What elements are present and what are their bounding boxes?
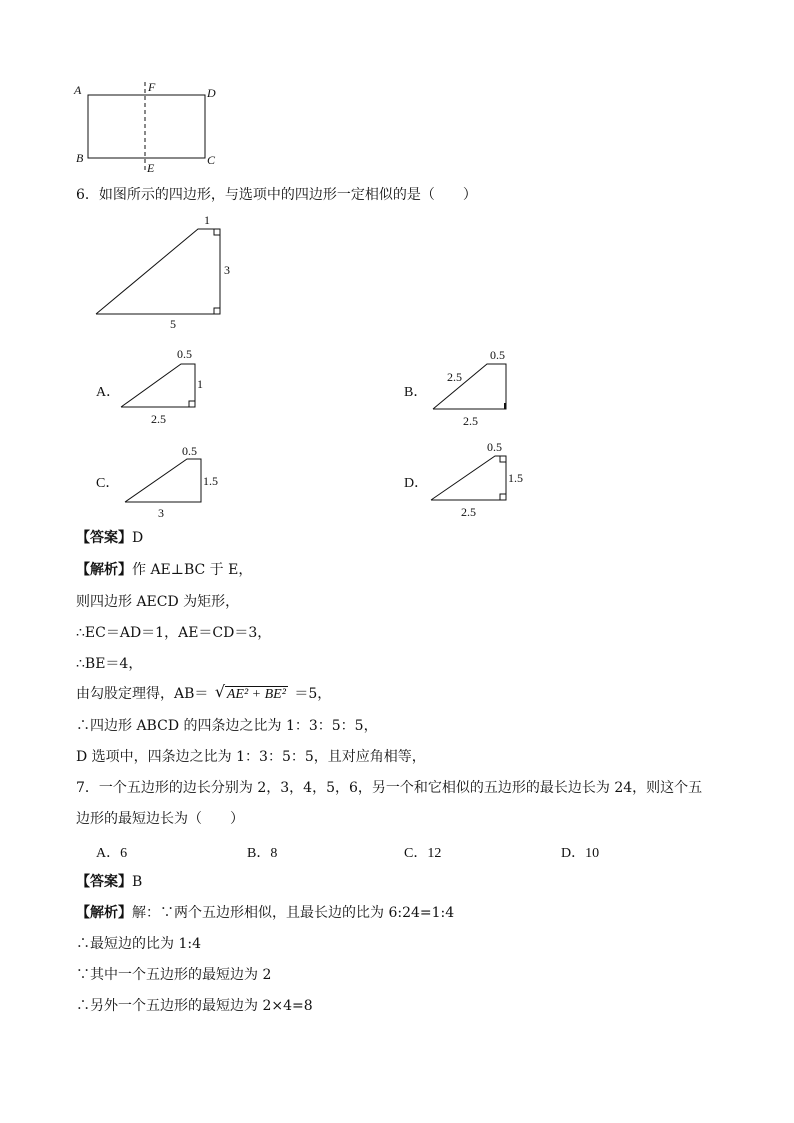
option-d-label: D． [404,476,429,491]
q7-answer-value: B [132,874,143,890]
option-b-bottom: 2.5 [463,414,478,428]
option-d-bottom: 2.5 [461,505,476,519]
option-a-figure [115,345,225,430]
option-a-top: 0.5 [177,347,192,361]
q6-analysis-tag: 【解析】 [76,562,132,578]
q6-analysis-line-4: ∴BE＝4， [76,656,143,672]
sqrt-expression: √ AE² + BE² [214,682,286,702]
option-a-bottom: 2.5 [151,412,166,426]
option-b-label: B． [404,385,428,400]
label-A: A [74,83,82,97]
option-d-right: 1.5 [508,471,523,485]
q6-analysis-text-1: 作 AE⊥BC 于 E， [132,562,253,578]
main-label-top: 1 [204,213,210,227]
option-c-right: 1.5 [203,474,218,488]
q6-main-figure [90,210,250,335]
q7-choice-c: C．12 [404,846,442,861]
option-b-figure [425,345,535,430]
q6-answer [76,529,143,547]
q7-choice-b: B．8 [247,846,278,861]
q6-stem: 6．如图所示的四边形，与选项中的四边形一定相似的是（ ） [76,187,477,203]
label-F: F [148,80,156,94]
q6-analysis-text-5b: ＝5， [294,686,332,702]
option-c-top: 0.5 [182,444,197,458]
option-b-top: 0.5 [490,348,505,362]
q7-answer [76,873,142,891]
option-d-top: 0.5 [487,440,502,454]
q6-answer-value: D [132,530,144,546]
q6-answer-tag: 【答案】 [76,530,132,546]
q7-stem-line-2: 边形的最短边长为（ ） [76,811,244,827]
q6-analysis-text-5a: 由勾股定理得，AB＝ [76,686,209,702]
q7-analysis-line-4: ∴另外一个五边形的最短边为 2×4=8 [76,998,313,1014]
q6-analysis-line-3: ∴EC＝AD＝1，AE＝CD＝3， [76,625,272,641]
q7-analysis-text-1: 解：∵两个五边形相似，且最长边的比为 6:24=1:4 [132,905,455,921]
q7-analysis-line-1 [76,904,454,922]
q7-choice-a: A．6 [96,846,128,861]
q7-answer-tag: 【答案】 [76,874,132,890]
option-d-figure [425,438,540,520]
q7-analysis-line-3: ∵其中一个五边形的最短边为 2 [76,967,272,983]
label-B: B [76,151,84,165]
q7-analysis-tag: 【解析】 [76,905,132,921]
option-c-bottom: 3 [158,506,164,520]
q6-analysis-line-5 [76,682,332,704]
sqrt-radicand: AE² + BE² [226,687,286,702]
q6-analysis-line-7: D 选项中，四条边之比为 1：3：5：5，且对应角相等， [76,749,426,765]
q6-analysis-line-1 [76,561,252,579]
option-a-label: A． [96,385,121,400]
label-C: C [207,153,216,167]
q6-analysis-line-6: ∴四边形 ABCD 的四条边之比为 1：3：5：5， [76,718,378,734]
main-label-bottom: 5 [170,317,176,331]
option-b-slant: 2.5 [447,370,462,384]
rectangle-figure [70,78,230,178]
q7-choice-d: D．10 [561,846,600,861]
q7-analysis-line-2: ∴最短边的比为 1:4 [76,936,201,952]
q7-stem-line-1: 7．一个五边形的边长分别为 2，3，4，5，6，另一个和它相似的五边形的最长边长为 24，则这个五 [76,780,703,796]
main-label-right: 3 [224,263,230,277]
label-D: D [207,86,216,100]
label-E: E [147,161,155,175]
option-c-label: C． [96,476,120,491]
q6-analysis-line-2: 则四边形 AECD 为矩形， [76,594,240,610]
option-c-figure [115,440,230,520]
option-a-right: 1 [197,377,203,391]
